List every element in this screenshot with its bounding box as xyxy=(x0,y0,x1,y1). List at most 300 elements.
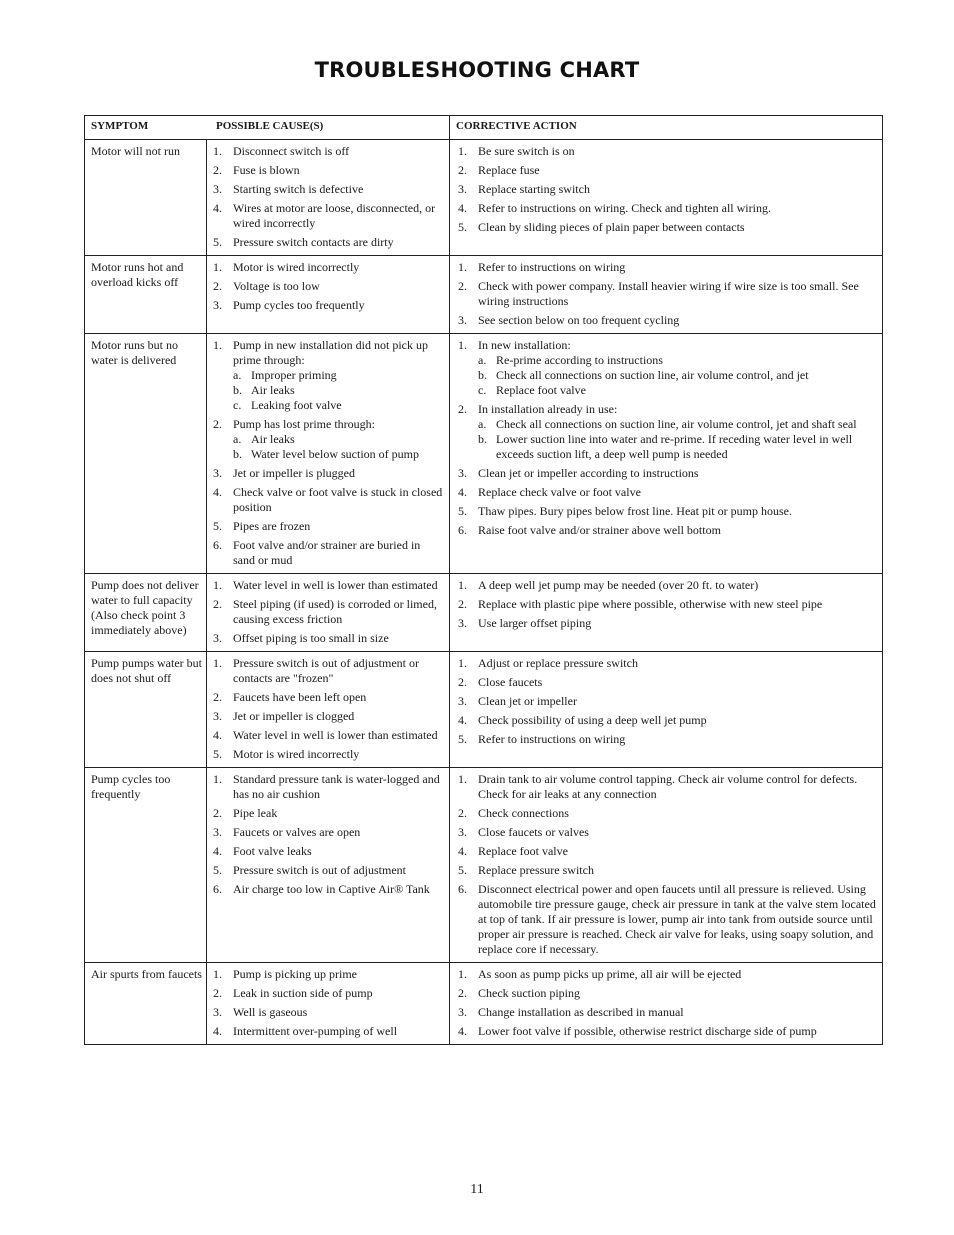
table-row xyxy=(85,334,882,574)
table-body xyxy=(85,140,882,1044)
action-number: 2. xyxy=(458,597,467,611)
action-number: 4. xyxy=(458,1024,467,1038)
cause-text-main: Pump has lost prime through: xyxy=(233,417,375,431)
cause-text xyxy=(233,597,445,627)
cause-text-main: Pipes are frozen xyxy=(233,519,311,533)
cause-text-main: Jet or impeller is plugged xyxy=(233,466,355,480)
action-text-main: Replace starting switch xyxy=(478,182,590,196)
action-sub-item xyxy=(478,383,878,398)
action-text-main: As soon as pump picks up prime, all air will be ejected xyxy=(478,967,742,981)
action-text-main: Replace with plastic pipe where possible, otherwise with new steel pipe xyxy=(478,597,823,611)
action-text-main: Replace pressure switch xyxy=(478,863,594,877)
cause-item xyxy=(211,825,445,840)
action-text xyxy=(478,523,878,538)
cause-number: 3. xyxy=(213,298,222,312)
cause-item xyxy=(211,182,445,197)
action-item xyxy=(456,182,878,197)
action-sub-text: Check all connections on suction line, air volume control, and jet xyxy=(496,368,809,382)
action-text-main: Close faucets xyxy=(478,675,543,689)
cause-text xyxy=(233,772,445,802)
action-number: 2. xyxy=(458,279,467,293)
action-number: 5. xyxy=(458,504,467,518)
cause-text-main: Faucets have been left open xyxy=(233,690,367,704)
action-item xyxy=(456,772,878,802)
action-sub-item xyxy=(478,353,878,368)
table-row xyxy=(85,140,882,256)
cause-text xyxy=(233,485,445,515)
action-text-main: Adjust or replace pressure switch xyxy=(478,656,638,670)
table-row xyxy=(85,256,882,334)
action-text xyxy=(478,279,878,309)
action-number: 1. xyxy=(458,656,467,670)
cause-text xyxy=(233,182,445,197)
action-item xyxy=(456,844,878,859)
cause-text-main: Air charge too low in Captive Air® Tank xyxy=(233,882,430,896)
cause-number: 6. xyxy=(213,882,222,896)
action-number: 3. xyxy=(458,182,467,196)
action-text xyxy=(478,338,878,398)
action-item xyxy=(456,967,878,982)
cause-text xyxy=(233,844,445,859)
cause-text xyxy=(233,538,445,568)
action-item xyxy=(456,1005,878,1020)
action-number: 6. xyxy=(458,882,467,896)
action-item xyxy=(456,713,878,728)
cause-item xyxy=(211,466,445,481)
cause-text xyxy=(233,709,445,724)
action-number: 1. xyxy=(458,338,467,352)
action-text xyxy=(478,863,878,878)
action-sub-item xyxy=(478,417,878,432)
action-text-main: Refer to instructions on wiring xyxy=(478,732,626,746)
action-text xyxy=(478,844,878,859)
troubleshooting-table xyxy=(84,115,883,1045)
cause-number: 5. xyxy=(213,863,222,877)
cause-text-main: Pressure switch is out of adjustment or contacts are "frozen" xyxy=(233,656,419,685)
action-item xyxy=(456,220,878,235)
action-text xyxy=(478,732,878,747)
page-title: TROUBLESHOOTING CHART xyxy=(314,58,640,82)
cause-text xyxy=(233,260,445,275)
action-text-main: Check suction piping xyxy=(478,986,580,1000)
action-cell xyxy=(449,256,882,333)
action-text-main: Refer to instructions on wiring. Check and tighten all wiring. xyxy=(478,201,771,215)
action-item xyxy=(456,504,878,519)
action-number: 2. xyxy=(458,986,467,1000)
cause-text xyxy=(233,728,445,743)
action-sub-text: Lower suction line into water and re-prime. If receding water level in well exceeds suction lift, a deep well pump is needed xyxy=(496,432,853,461)
action-item xyxy=(456,466,878,481)
action-text-main: In new installation: xyxy=(478,338,571,352)
cause-text-main: Steel piping (if used) is corroded or limed, causing excess friction xyxy=(233,597,437,626)
cause-number: 5. xyxy=(213,519,222,533)
action-item xyxy=(456,163,878,178)
cause-text-main: Pump in new installation did not pick up prime through: xyxy=(233,338,428,367)
cause-item xyxy=(211,1005,445,1020)
action-item xyxy=(456,806,878,821)
cause-item xyxy=(211,806,445,821)
action-item xyxy=(456,279,878,309)
cause-item xyxy=(211,485,445,515)
action-cell xyxy=(449,963,882,1044)
action-text-main: Check possibility of using a deep well jet pump xyxy=(478,713,707,727)
cause-text xyxy=(233,279,445,294)
table-row xyxy=(85,652,882,768)
cause-sub-text: Leaking foot valve xyxy=(251,398,342,412)
cause-number: 2. xyxy=(213,417,222,431)
cause-number: 2. xyxy=(213,986,222,1000)
cause-number: 4. xyxy=(213,201,222,215)
action-number: 3. xyxy=(458,825,467,839)
cause-sub-letter: c. xyxy=(233,398,242,412)
action-item xyxy=(456,260,878,275)
action-number: 5. xyxy=(458,863,467,877)
page-number: 11 xyxy=(470,1182,484,1197)
action-text xyxy=(478,882,878,957)
action-number: 3. xyxy=(458,694,467,708)
cause-text-main: Foot valve and/or strainer are buried in sand or mud xyxy=(233,538,421,567)
action-text xyxy=(478,1024,878,1039)
cause-number: 2. xyxy=(213,279,222,293)
action-item xyxy=(456,675,878,690)
cause-cell xyxy=(206,140,449,255)
cause-item xyxy=(211,863,445,878)
cause-sub-letter: a. xyxy=(233,432,242,446)
action-text-main: See section below on too frequent cycling xyxy=(478,313,680,327)
action-text xyxy=(478,1005,878,1020)
cause-cell xyxy=(206,574,449,651)
cause-number: 5. xyxy=(213,235,222,249)
cause-item xyxy=(211,1024,445,1039)
cause-text xyxy=(233,144,445,159)
cause-text-main: Well is gaseous xyxy=(233,1005,308,1019)
action-text xyxy=(478,163,878,178)
action-sub-text: Replace foot valve xyxy=(496,383,586,397)
cause-number: 1. xyxy=(213,144,222,158)
cause-item xyxy=(211,747,445,762)
action-text xyxy=(478,656,878,671)
action-item xyxy=(456,882,878,957)
action-text xyxy=(478,967,878,982)
cause-item xyxy=(211,201,445,231)
cause-text xyxy=(233,201,445,231)
action-text-main: Clean jet or impeller according to instructions xyxy=(478,466,699,480)
action-item xyxy=(456,144,878,159)
action-text-main: Disconnect electrical power and open faucets until all pressure is relieved. Using automobile tire pressure gauge, check air pressure in tank at the valve stem located at top of tank. If air pressure is lower, pump air into tank from outside source until proper air pressure is reached. Check air valve for leaks, using soapy solution, and replace core if necessary. xyxy=(478,882,876,956)
cause-number: 5. xyxy=(213,747,222,761)
action-item xyxy=(456,597,878,612)
action-item xyxy=(456,201,878,216)
action-text-main: Lower foot valve if possible, otherwise restrict discharge side of pump xyxy=(478,1024,817,1038)
cause-text xyxy=(233,163,445,178)
cause-number: 1. xyxy=(213,578,222,592)
cause-text-main: Water level in well is lower than estimated xyxy=(233,728,438,742)
cause-number: 3. xyxy=(213,1005,222,1019)
action-item xyxy=(456,732,878,747)
cause-text xyxy=(233,298,445,313)
cause-text-main: Pipe leak xyxy=(233,806,278,820)
action-number: 3. xyxy=(458,466,467,480)
action-number: 4. xyxy=(458,713,467,727)
cause-text-main: Voltage is too low xyxy=(233,279,320,293)
action-item xyxy=(456,578,878,593)
cause-text xyxy=(233,986,445,1001)
header-cause: POSSIBLE CAUSE(S) xyxy=(216,120,324,132)
action-number: 1. xyxy=(458,260,467,274)
action-number: 4. xyxy=(458,485,467,499)
action-text xyxy=(478,144,878,159)
action-cell xyxy=(449,140,882,255)
cause-number: 2. xyxy=(213,597,222,611)
cause-item xyxy=(211,709,445,724)
cause-cell xyxy=(206,768,449,962)
cause-item xyxy=(211,844,445,859)
action-cell xyxy=(449,768,882,962)
cause-sub-item xyxy=(233,368,445,383)
cause-sub-item xyxy=(233,447,445,462)
action-number: 5. xyxy=(458,220,467,234)
cause-text-main: Pump is picking up prime xyxy=(233,967,357,981)
action-text xyxy=(478,220,878,235)
action-item xyxy=(456,1024,878,1039)
cause-text xyxy=(233,825,445,840)
cause-sub-text: Air leaks xyxy=(251,383,295,397)
cause-number: 4. xyxy=(213,485,222,499)
action-text xyxy=(478,694,878,709)
action-number: 1. xyxy=(458,144,467,158)
cause-text-main: Pump cycles too frequently xyxy=(233,298,365,312)
cause-text xyxy=(233,656,445,686)
cause-text-main: Offset piping is too small in size xyxy=(233,631,389,645)
cause-number: 2. xyxy=(213,690,222,704)
action-text xyxy=(478,713,878,728)
cause-text-main: Intermittent over-pumping of well xyxy=(233,1024,398,1038)
cause-text xyxy=(233,235,445,250)
cause-text-main: Leak in suction side of pump xyxy=(233,986,373,1000)
action-text xyxy=(478,675,878,690)
action-item xyxy=(456,863,878,878)
table-row xyxy=(85,963,882,1044)
cause-item xyxy=(211,882,445,897)
cause-item xyxy=(211,144,445,159)
cause-sub-letter: b. xyxy=(233,447,242,461)
cause-item xyxy=(211,260,445,275)
action-sub-letter: c. xyxy=(478,383,487,397)
action-text xyxy=(478,806,878,821)
action-sub-letter: a. xyxy=(478,417,487,431)
cause-sub-item xyxy=(233,432,445,447)
cause-number: 3. xyxy=(213,709,222,723)
action-text xyxy=(478,597,878,612)
cause-number: 2. xyxy=(213,163,222,177)
cause-sub-text: Improper priming xyxy=(251,368,337,382)
action-cell xyxy=(449,574,882,651)
cause-text-main: Water level in well is lower than estimated xyxy=(233,578,438,592)
cause-item xyxy=(211,967,445,982)
action-number: 5. xyxy=(458,732,467,746)
action-item xyxy=(456,694,878,709)
cause-sub-item xyxy=(233,398,445,413)
action-text-main: Replace check valve or foot valve xyxy=(478,485,641,499)
cause-text-main: Foot valve leaks xyxy=(233,844,312,858)
action-item xyxy=(456,338,878,398)
cause-number: 3. xyxy=(213,631,222,645)
cause-text xyxy=(233,578,445,593)
cause-text-main: Pressure switch is out of adjustment xyxy=(233,863,406,877)
cause-item xyxy=(211,728,445,743)
cause-item xyxy=(211,417,445,462)
cause-item xyxy=(211,163,445,178)
action-text-main: Change installation as described in manual xyxy=(478,1005,684,1019)
action-cell xyxy=(449,334,882,573)
cause-item xyxy=(211,519,445,534)
action-item xyxy=(456,523,878,538)
action-number: 3. xyxy=(458,1005,467,1019)
cause-item xyxy=(211,656,445,686)
cause-item xyxy=(211,690,445,705)
cause-item xyxy=(211,235,445,250)
cause-number: 1. xyxy=(213,967,222,981)
cause-cell xyxy=(206,256,449,333)
action-number: 3. xyxy=(458,313,467,327)
cause-number: 4. xyxy=(213,1024,222,1038)
symptom-cell: Air spurts from faucets xyxy=(91,967,202,981)
cause-number: 1. xyxy=(213,260,222,274)
cause-text xyxy=(233,967,445,982)
cause-sub-item xyxy=(233,383,445,398)
cause-item xyxy=(211,279,445,294)
cause-text-main: Disconnect switch is off xyxy=(233,144,350,158)
action-number: 4. xyxy=(458,844,467,858)
table-row xyxy=(85,768,882,963)
action-item xyxy=(456,485,878,500)
cause-item xyxy=(211,772,445,802)
action-item xyxy=(456,313,878,328)
cause-number: 1. xyxy=(213,772,222,786)
action-number: 1. xyxy=(458,967,467,981)
action-text xyxy=(478,182,878,197)
action-text-main: A deep well jet pump may be needed (over 20 ft. to water) xyxy=(478,578,759,592)
action-sub-letter: a. xyxy=(478,353,487,367)
action-text-main: In installation already in use: xyxy=(478,402,618,416)
cause-number: 1. xyxy=(213,656,222,670)
symptom-cell: Motor will not run xyxy=(91,144,180,158)
action-number: 2. xyxy=(458,806,467,820)
action-sub-letter: b. xyxy=(478,432,487,446)
cause-text-main: Wires at motor are loose, disconnected, or wired incorrectly xyxy=(233,201,436,230)
action-number: 2. xyxy=(458,163,467,177)
action-number: 2. xyxy=(458,675,467,689)
cause-text-main: Standard pressure tank is water-logged and has no air cushion xyxy=(233,772,440,801)
cause-text-main: Jet or impeller is clogged xyxy=(233,709,355,723)
cause-sub-letter: a. xyxy=(233,368,242,382)
header-symptom: SYMPTOM xyxy=(91,120,149,132)
action-sub-letter: b. xyxy=(478,368,487,382)
cause-number: 2. xyxy=(213,806,222,820)
cause-text xyxy=(233,1005,445,1020)
action-text xyxy=(478,825,878,840)
action-text xyxy=(478,485,878,500)
action-text-main: Clean jet or impeller xyxy=(478,694,577,708)
cause-text-main: Motor is wired incorrectly xyxy=(233,260,360,274)
action-text xyxy=(478,578,878,593)
cause-number: 3. xyxy=(213,182,222,196)
cause-number: 4. xyxy=(213,728,222,742)
cause-sub-text: Water level below suction of pump xyxy=(251,447,419,461)
cause-text xyxy=(233,806,445,821)
cause-number: 3. xyxy=(213,825,222,839)
action-text-main: Clean by sliding pieces of plain paper between contacts xyxy=(478,220,745,234)
cause-text xyxy=(233,882,445,897)
cause-number: 3. xyxy=(213,466,222,480)
action-sub-text: Re-prime according to instructions xyxy=(496,353,663,367)
cause-text xyxy=(233,1024,445,1039)
cause-text xyxy=(233,863,445,878)
action-text-main: Be sure switch is on xyxy=(478,144,575,158)
cause-text-main: Fuse is blown xyxy=(233,163,300,177)
action-number: 4. xyxy=(458,201,467,215)
action-sub-text: Check all connections on suction line, air volume control, jet and shaft seal xyxy=(496,417,857,431)
cause-sub-text: Air leaks xyxy=(251,432,295,446)
action-text xyxy=(478,201,878,216)
action-number: 6. xyxy=(458,523,467,537)
header-action: CORRECTIVE ACTION xyxy=(449,116,882,139)
cause-item xyxy=(211,631,445,646)
action-text-main: Close faucets or valves xyxy=(478,825,589,839)
cause-text-main: Pressure switch contacts are dirty xyxy=(233,235,394,249)
cause-text xyxy=(233,338,445,413)
cause-item xyxy=(211,298,445,313)
symptom-cell: Pump cycles too frequently xyxy=(91,772,171,801)
action-number: 1. xyxy=(458,578,467,592)
action-number: 2. xyxy=(458,402,467,416)
action-text-main: Check with power company. Install heavier wiring if wire size is too small. See wiring instructions xyxy=(478,279,859,308)
action-text xyxy=(478,504,878,519)
action-text-main: Replace fuse xyxy=(478,163,540,177)
cause-text xyxy=(233,747,445,762)
cause-item xyxy=(211,578,445,593)
cause-item xyxy=(211,597,445,627)
action-item xyxy=(456,402,878,462)
cause-item xyxy=(211,986,445,1001)
cause-sub-letter: b. xyxy=(233,383,242,397)
cause-text-main: Check valve or foot valve is stuck in closed position xyxy=(233,485,443,514)
action-item xyxy=(456,616,878,631)
action-item xyxy=(456,825,878,840)
action-text-main: Drain tank to air volume control tapping. Check air volume control for defects. Check for air leaks at any connection xyxy=(478,772,858,801)
action-number: 1. xyxy=(458,772,467,786)
action-text xyxy=(478,616,878,631)
symptom-cell: Pump pumps water but does not shut off xyxy=(91,656,202,685)
cause-cell xyxy=(206,963,449,1044)
action-number: 3. xyxy=(458,616,467,630)
cause-item xyxy=(211,538,445,568)
cause-text xyxy=(233,631,445,646)
action-text-main: Refer to instructions on wiring xyxy=(478,260,626,274)
table-row xyxy=(85,574,882,652)
action-text-main: Check connections xyxy=(478,806,569,820)
action-text xyxy=(478,260,878,275)
action-text xyxy=(478,402,878,462)
cause-cell xyxy=(206,334,449,573)
table-header xyxy=(85,116,882,140)
action-text-main: Raise foot valve and/or strainer above well bottom xyxy=(478,523,721,537)
action-text-main: Use larger offset piping xyxy=(478,616,592,630)
cause-item xyxy=(211,338,445,413)
cause-number: 6. xyxy=(213,538,222,552)
cause-text-main: Starting switch is defective xyxy=(233,182,364,196)
action-text xyxy=(478,313,878,328)
